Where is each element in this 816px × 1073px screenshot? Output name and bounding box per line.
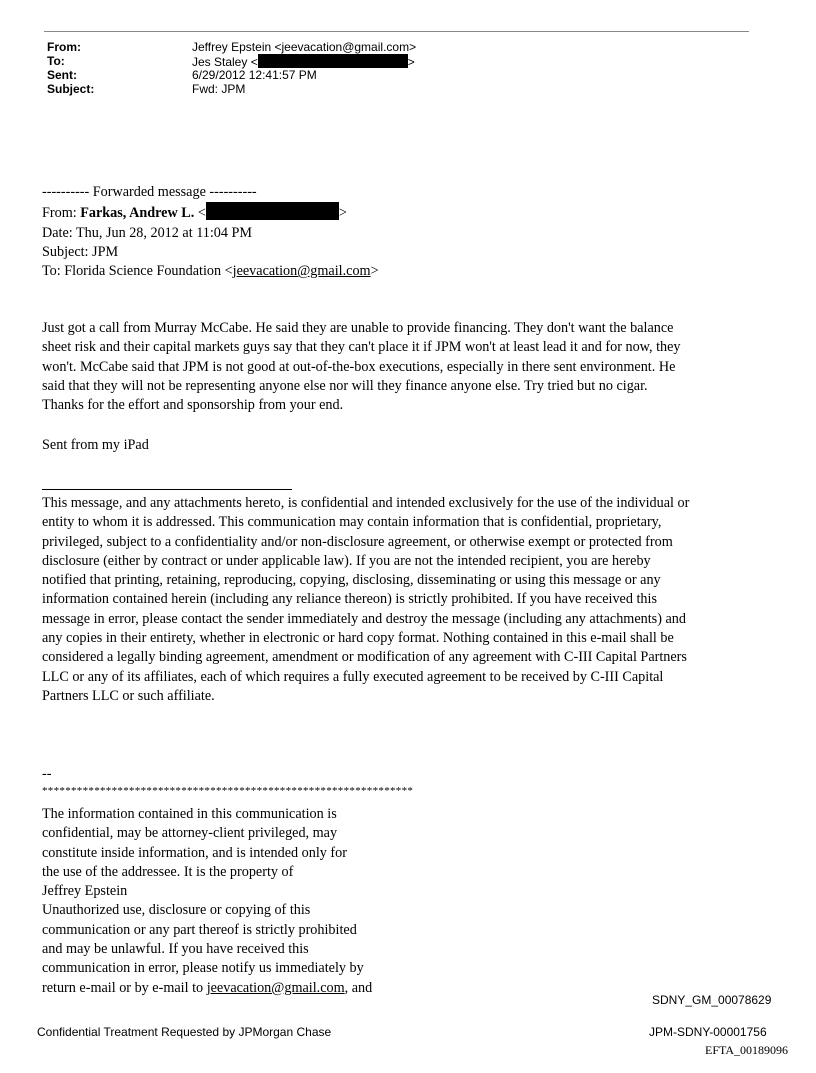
body-line: sheet risk and their capital markets guys say that they can't place it if JPM won't at least lead it and for now, they (42, 339, 681, 356)
to-close: > (407, 55, 415, 69)
disclaimer-line: LLC or any of its affiliates, each of which requires a fully executed agreement to be received by C-III Capital (42, 668, 664, 685)
forwarded-from-close: > (338, 205, 347, 222)
sent-row (47, 68, 416, 82)
forwarded-subject: Subject: JPM (42, 243, 119, 260)
to-name: Jes Staley < (192, 55, 258, 69)
sent-from-signature: Sent from my iPad (42, 437, 149, 453)
header-divider (44, 31, 749, 32)
body-line: said that they will not be representing anyone else nor will they finance anyone else. Try tried but no cigar. (42, 377, 648, 394)
signature-dashes: -- (42, 766, 52, 782)
forwarded-to-label: To: Florida Science Foundation < (42, 263, 233, 280)
forwarded-from-label: From: (42, 205, 81, 222)
footer-jpm-number: JPM-SDNY-00001756 (649, 1025, 767, 1039)
message-body (42, 319, 760, 415)
from-value: Jeffrey Epstein <jeevacation@gmail.com> (192, 40, 417, 54)
from-row (47, 40, 416, 54)
email-link[interactable]: jeevacation@gmail.com (206, 979, 345, 996)
forwarded-from-open: < (194, 205, 206, 222)
forwarded-to (42, 262, 379, 281)
forwarded-from (42, 202, 379, 223)
notice-line: Unauthorized use, disclosure or copying of this (42, 902, 311, 919)
disclaimer (42, 494, 772, 706)
notice-line: constitute inside information, and is intended only for (42, 844, 347, 861)
disclaimer-line: This message, and any attachments hereto, is confidential and intended exclusively for the use of the individual or (42, 495, 690, 511)
forward-separator: ---------- Forwarded message ---------- (42, 184, 257, 200)
notice-last-prefix: return e-mail or by e-mail to (42, 979, 207, 996)
footer-efta-number: EFTA_00189096 (705, 1043, 789, 1057)
notice-line: The information contained in this communication is (42, 806, 337, 822)
body-line: Just got a call from Murray McCabe. He said they are unable to provide financing. They don't want the balance (42, 320, 674, 336)
disclaimer-line: Partners LLC or such affiliate. (42, 687, 215, 704)
to-label: To: (47, 54, 65, 68)
signature-divider (42, 489, 292, 490)
notice-line: communication or any part thereof is strictly prohibited (42, 921, 357, 938)
body-line: won't. McCabe said that JPM is not good at out-of-the-box executions, especially in there sent environment. He (42, 358, 676, 375)
subject-label: Subject: (47, 82, 95, 96)
to-value (192, 54, 415, 68)
disclaimer-line: considered a legally binding agreement, amendment or modification of any agreement with C-III Capital Partners (42, 649, 687, 666)
redaction-box (206, 202, 339, 220)
disclaimer-line: message in error, please contact the sender immediately and destroy the message (including any attachments) and (42, 610, 686, 627)
footer-confidential: Confidential Treatment Requested by JPMorgan Chase (37, 1025, 332, 1039)
subject-row (47, 82, 416, 96)
forwarded-from-name: Farkas, Andrew L. (80, 205, 195, 222)
forwarded-to-close: > (370, 263, 379, 280)
sent-value: 6/29/2012 12:41:57 PM (192, 68, 317, 82)
disclaimer-line: privileged, subject to a confidentiality and/or non-disclosure agreement, or otherwise exempt or protected from (42, 533, 673, 550)
sent-label: Sent: (47, 68, 77, 82)
subject-value: Fwd: JPM (192, 82, 246, 96)
disclaimer-line: disclosure (either by contract or under applicable law). If you are not the intended recipient, you are hereby (42, 552, 651, 569)
confidentiality-notice (42, 805, 372, 998)
notice-line: confidential, may be attorney-client privileged, may (42, 825, 338, 842)
redaction-box (258, 54, 408, 68)
notice-last-suffix: , and (344, 979, 373, 996)
bates-number: SDNY_GM_00078629 (652, 993, 772, 1007)
notice-line (42, 979, 372, 998)
notice-line: the use of the addressee. It is the property of (42, 863, 294, 880)
forwarded-header (42, 183, 379, 281)
to-row (47, 54, 416, 68)
notice-line: Jeffrey Epstein (42, 883, 128, 900)
email-header (47, 40, 416, 96)
notice-line: and may be unlawful. If you have received this (42, 941, 309, 958)
disclaimer-line: entity to whom it is addressed. This communication may contain information that is confidential, proprietary, (42, 514, 662, 531)
disclaimer-line: information contained herein (including any reliance thereon) is strictly prohibited. If you have received this (42, 591, 657, 608)
body-line: Thanks for the effort and sponsorship from your end. (42, 397, 344, 414)
star-divider: **************************************************************** (42, 785, 414, 797)
email-link[interactable]: jeevacation@gmail.com (232, 263, 371, 280)
disclaimer-line: any copies in their entirety, whether in electronic or hard copy format. Nothing contained in this e-mail shall be (42, 630, 674, 647)
from-label: From: (47, 40, 81, 54)
notice-line: communication in error, please notify us immediately by (42, 960, 364, 977)
forwarded-date: Date: Thu, Jun 28, 2012 at 11:04 PM (42, 224, 253, 241)
disclaimer-line: notified that printing, retaining, reproducing, copying, disclosing, disseminating or using this message or any (42, 572, 661, 589)
